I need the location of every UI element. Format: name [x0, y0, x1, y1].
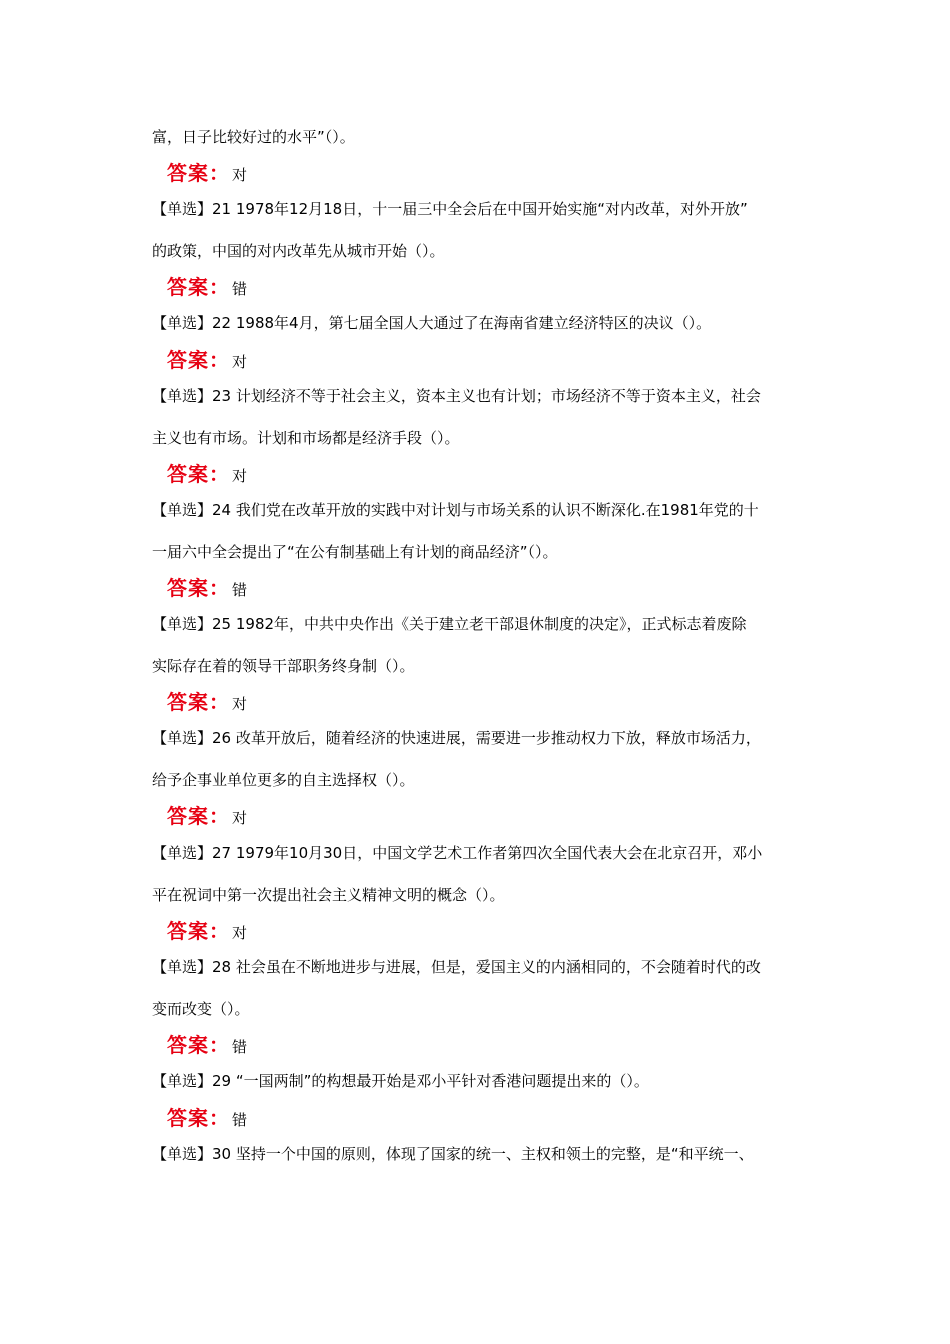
- answer-label: 答案：: [167, 919, 230, 943]
- answer-row: [167, 688, 247, 716]
- question-line: 【单选】22 1988年4月，第七届全国人大通过了在海南省建立经济特区的决议（）。: [152, 314, 712, 332]
- question-line: 【单选】27 1979年10月30日，中国文学艺术工作者第四次全国代表大会在北京召开，邓小: [152, 844, 763, 862]
- answer-label: 答案：: [167, 804, 230, 828]
- answer-value: 对: [232, 353, 248, 371]
- question-line: 【单选】25 1982年，中共中央作出《关于建立老干部退休制度的决定》，正式标志着废除: [152, 615, 747, 633]
- answer-value: 错: [232, 581, 248, 599]
- answer-label: 答案：: [167, 348, 230, 372]
- answer-row: [167, 574, 247, 602]
- answer-row: [167, 1104, 247, 1132]
- answer-value: 对: [232, 467, 248, 485]
- question-line: 【单选】28 社会虽在不断地进步与进展，但是，爱国主义的内涵相同的，不会随着时代的改: [152, 958, 761, 976]
- answer-value: 错: [232, 1038, 248, 1056]
- answer-row: [167, 159, 247, 187]
- question-line: 【单选】26 改革开放后，随着经济的快速进展，需要进一步推动权力下放，释放市场活力，: [152, 729, 761, 747]
- question-line: 【单选】24 我们党在改革开放的实践中对计划与市场关系的认识不断深化.在1981年党的十: [152, 501, 759, 519]
- answer-value: 对: [232, 924, 248, 942]
- question-line: 平在祝词中第一次提出社会主义精神文明的概念（）。: [152, 886, 505, 904]
- answer-label: 答案：: [167, 1033, 230, 1057]
- answer-value: 对: [232, 809, 248, 827]
- answer-label: 答案：: [167, 690, 230, 714]
- question-line: 【单选】30 坚持一个中国的原则，体现了国家的统一、主权和领土的完整，是“和平统一、: [152, 1145, 754, 1163]
- answer-value: 对: [232, 166, 248, 184]
- answer-label: 答案：: [167, 462, 230, 486]
- answer-label: 答案：: [167, 275, 230, 299]
- question-line: 实际存在着的领导干部职务终身制（）。: [152, 657, 415, 675]
- answer-row: [167, 1031, 247, 1059]
- question-line: 【单选】29 “一国两制”的构想最开始是邓小平针对香港问题提出来的（）。: [152, 1072, 649, 1090]
- question-line: 给予企事业单位更多的自主选择权（）。: [152, 771, 415, 789]
- question-line: 一届六中全会提出了“在公有制基础上有计划的商品经济”（）。: [152, 543, 558, 561]
- answer-label: 答案：: [167, 1106, 230, 1130]
- text-line: 富，日子比较好过的水平”（）。: [152, 128, 355, 146]
- question-line: 【单选】21 1978年12月18日，十一届三中全会后在中国开始实施“对内改革，对外开放”: [152, 200, 748, 218]
- answer-value: 错: [232, 1111, 248, 1129]
- answer-row: [167, 802, 247, 830]
- question-line: 【单选】23 计划经济不等于社会主义，资本主义也有计划；市场经济不等于资本主义，社会: [152, 387, 761, 405]
- answer-label: 答案：: [167, 161, 230, 185]
- answer-value: 错: [232, 280, 248, 298]
- answer-row: [167, 273, 247, 301]
- answer-row: [167, 346, 247, 374]
- answer-row: [167, 917, 247, 945]
- answer-row: [167, 460, 247, 488]
- question-line: 主义也有市场。计划和市场都是经济手段（）。: [152, 429, 460, 447]
- question-line: 变而改变（）。: [152, 1000, 250, 1018]
- answer-value: 对: [232, 695, 248, 713]
- answer-label: 答案：: [167, 576, 230, 600]
- question-line: 的政策，中国的对内改革先从城市开始（）。: [152, 242, 445, 260]
